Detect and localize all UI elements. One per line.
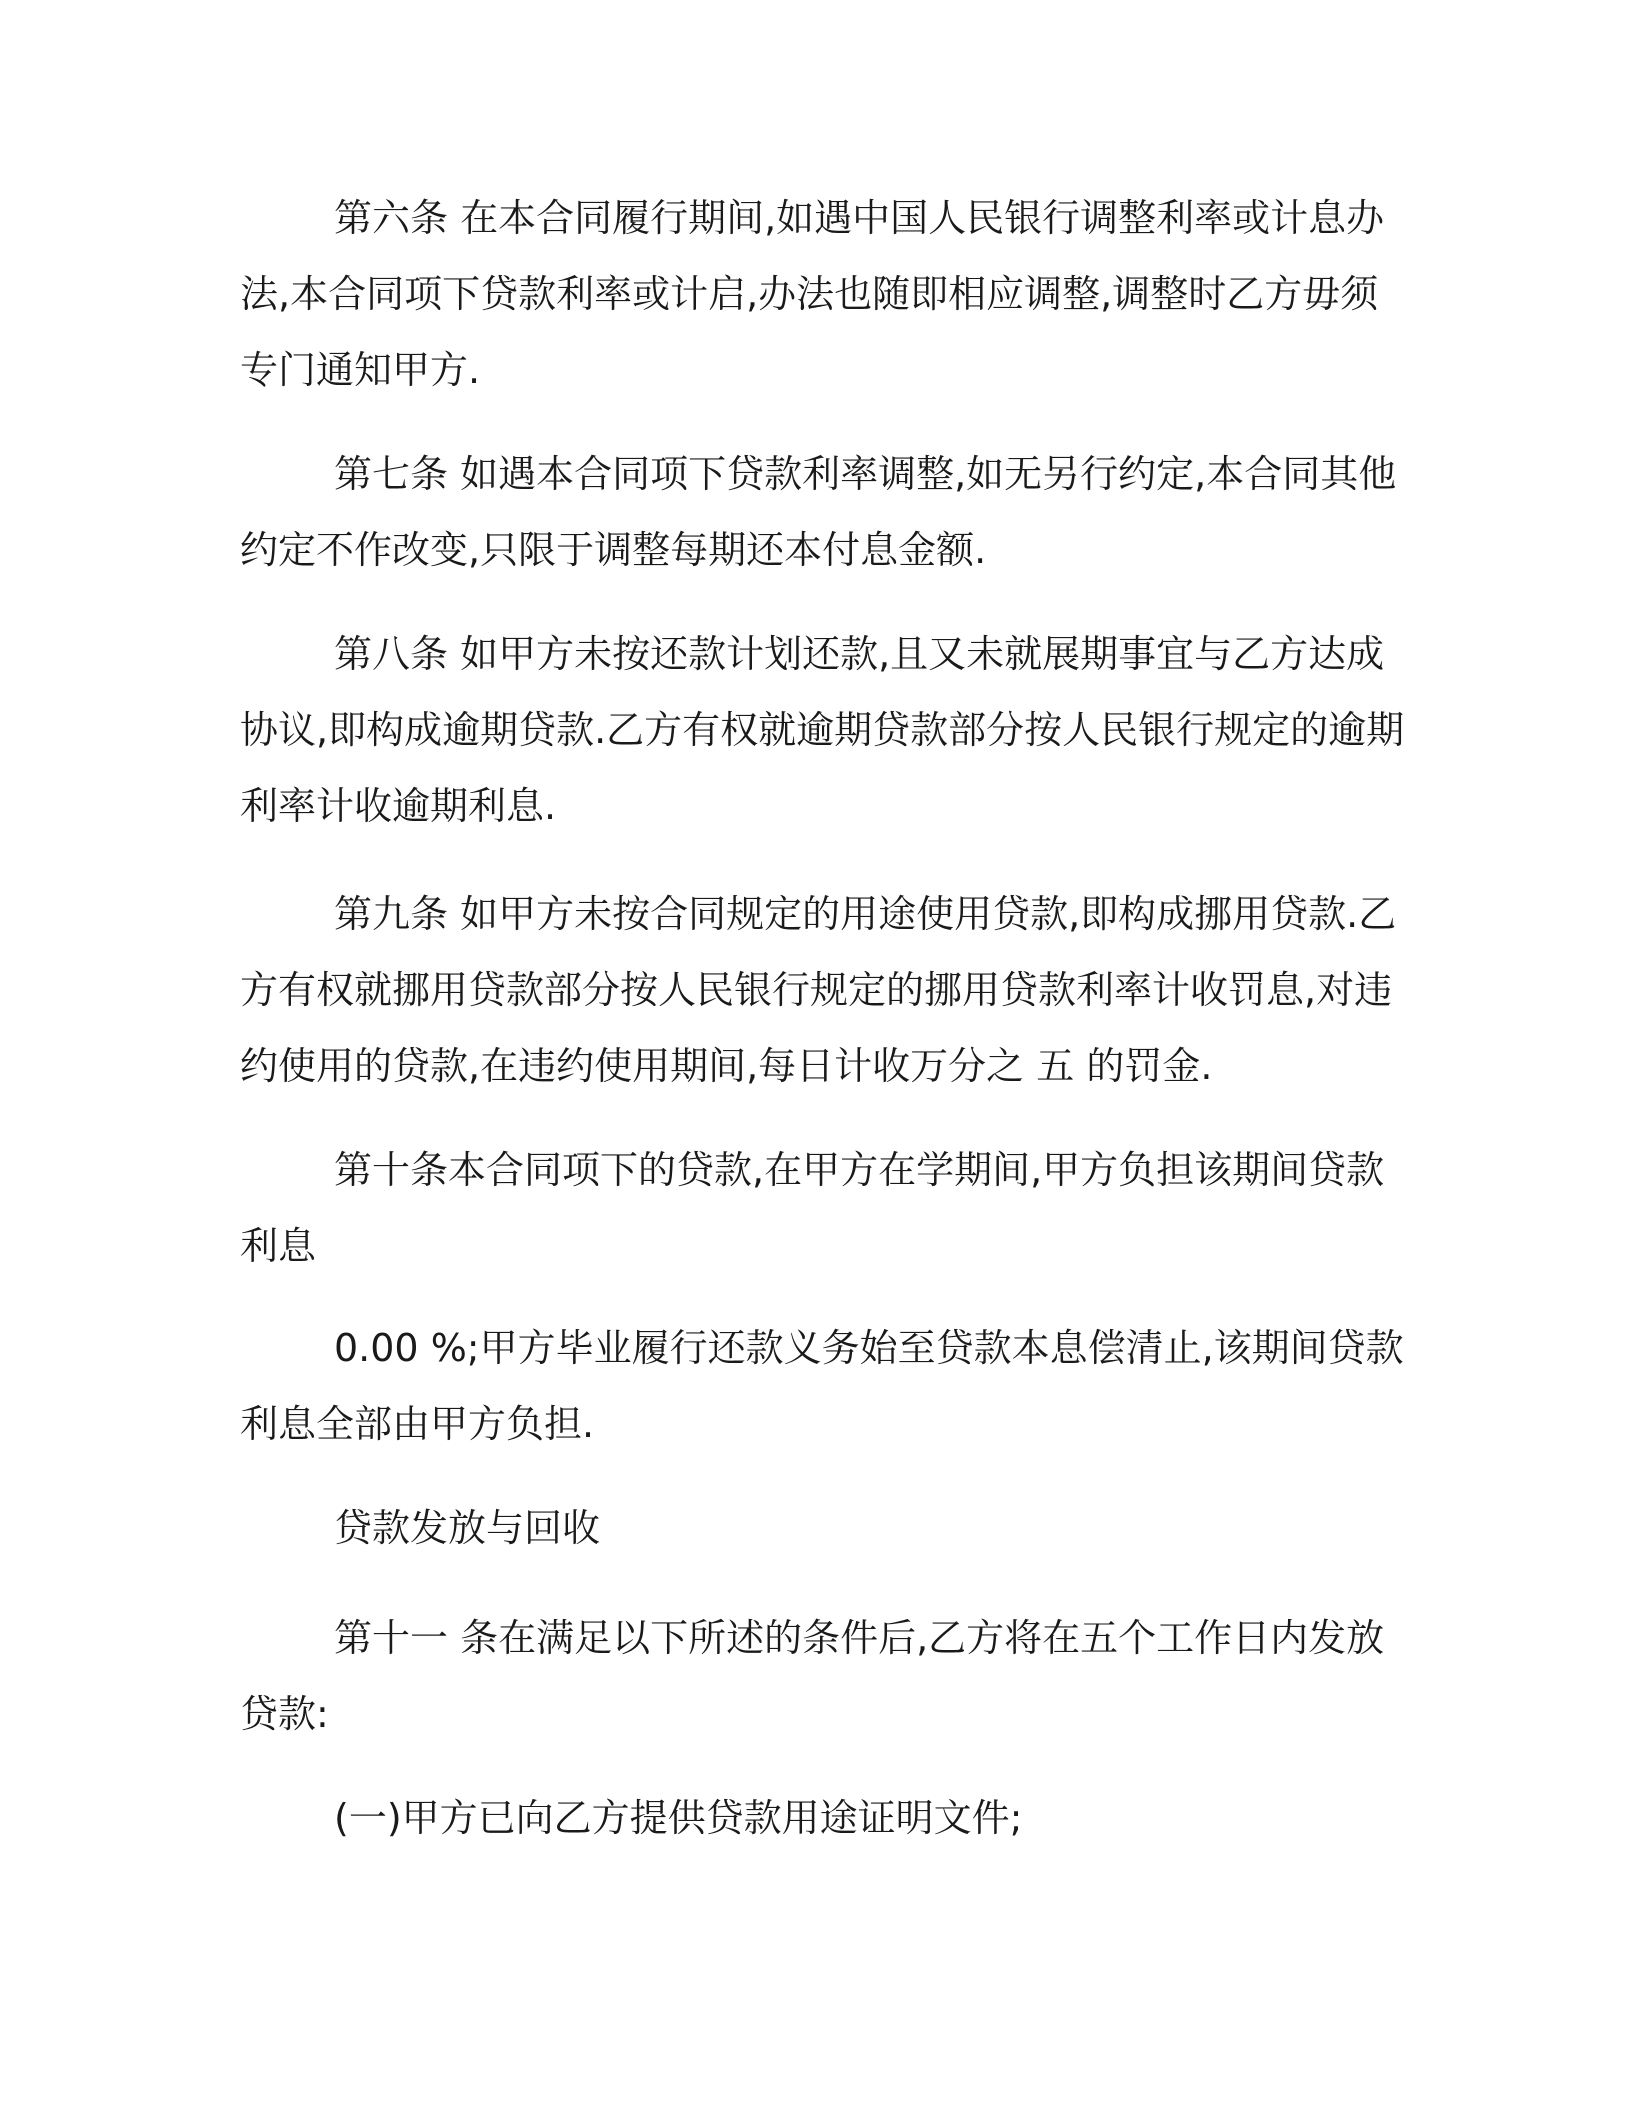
article-7-paragraph [240,436,1397,588]
section-heading-text: 贷款发放与回收 [334,1506,601,1550]
paragraph-line: 专门通知甲方. [240,348,481,392]
paragraph-line: 利息 [240,1224,317,1268]
paragraph-line: 约定不作改变,只限于调整每期还本付息金额. [240,528,987,572]
paragraph-line: 法,本合同项下贷款利率或计启,办法也随即相应调整,调整时乙方毋须 [240,272,1379,316]
condition-item-1 [240,1780,1380,1856]
article-8-paragraph [240,616,1405,844]
paragraph-line: 利息全部由甲方负担. [240,1402,595,1446]
paragraph-line: 第十条本合同项下的贷款,在甲方在学期间,甲方负担该期间贷款 [334,1148,1385,1192]
paragraph-line: (一)甲方已向乙方提供贷款用途证明文件; [334,1796,1023,1840]
article-10-paragraph [240,1132,1385,1284]
article-6-paragraph [240,180,1385,408]
section-heading [240,1490,1380,1566]
interest-rate-paragraph [240,1310,1404,1462]
paragraph-line: 第九条 如甲方未按合同规定的用途使用贷款,即构成挪用贷款.乙 [334,892,1397,936]
paragraph-line: 协议,即构成逾期贷款.乙方有权就逾期贷款部分按人民银行规定的逾期 [240,708,1405,752]
article-11-paragraph [240,1600,1385,1752]
paragraph-line: 第六条 在本合同履行期间,如遇中国人民银行调整利率或计息办 [334,196,1385,240]
article-9-paragraph [240,876,1397,1104]
paragraph-line: 方有权就挪用贷款部分按人民银行规定的挪用贷款利率计收罚息,对违 [240,968,1393,1012]
paragraph-line: 贷款: [240,1692,329,1736]
paragraph-line: 约使用的贷款,在违约使用期间,每日计收万分之 五 的罚金. [240,1044,1213,1088]
paragraph-line: 利率计收逾期利息. [240,784,557,828]
paragraph-line: 0.00 %;甲方毕业履行还款义务始至贷款本息偿清止,该期间贷款 [334,1326,1404,1370]
paragraph-line: 第八条 如甲方未按还款计划还款,且又未就展期事宜与乙方达成 [334,632,1385,676]
paragraph-line: 第七条 如遇本合同项下贷款利率调整,如无另行约定,本合同其他 [334,452,1397,496]
paragraph-line: 第十一 条在满足以下所述的条件后,乙方将在五个工作日内发放 [334,1616,1385,1660]
